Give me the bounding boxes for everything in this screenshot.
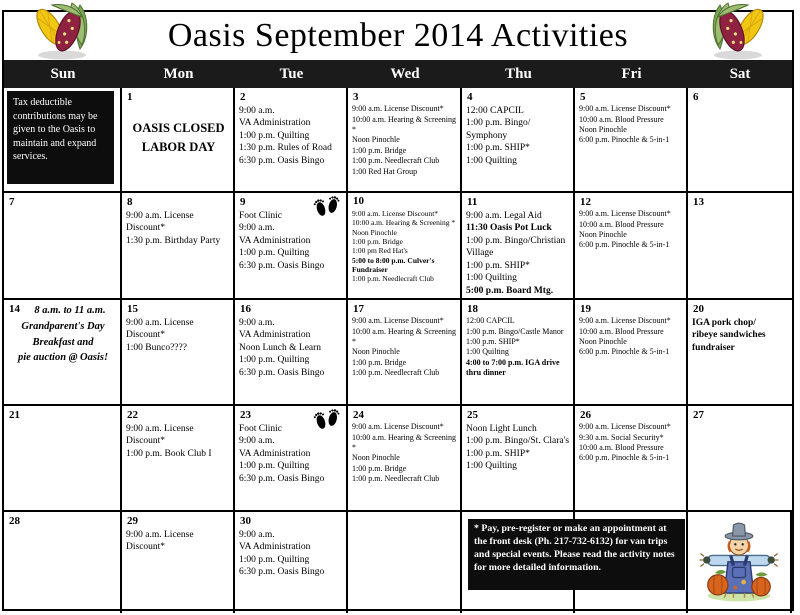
weekday-header-row	[4, 60, 792, 88]
calendar-cell-sep-4[interactable]	[462, 88, 575, 193]
event-line: 1:00 Quilting	[466, 461, 517, 472]
calendar-cell-sep-14[interactable]	[4, 300, 122, 406]
event-line: 1:00 p.m. Quilting	[239, 355, 310, 366]
event-line: 9:00 a.m. License Discount*	[579, 104, 671, 114]
event-line: 1:30 p.m. Rules of Road	[239, 143, 332, 154]
event-line: 10:00 a.m. Blood Pressure	[579, 443, 664, 453]
weekday-header-thu: Thu	[505, 65, 532, 82]
event-line: 1:00 p.m. Needlecraft Club	[352, 474, 440, 484]
weekday-header-fri: Fri	[621, 65, 642, 82]
event-line: 1:00 p.m. Bridge	[352, 463, 407, 473]
day-number: 25	[467, 409, 478, 421]
day-number: 14	[9, 303, 20, 315]
event-line: 1:00 p.m. Needlecraft Club	[352, 274, 434, 284]
calendar-cell-sep-9[interactable]	[235, 193, 348, 300]
event-line: 6:00 p.m. Pinochle & 5-in-1	[579, 347, 670, 357]
calendar-cell-sep-20[interactable]	[688, 300, 792, 406]
day-number: 30	[240, 515, 251, 527]
event-line: 1:00 p.m. Bingo/St. Clara's	[466, 436, 570, 447]
event-line: 1:00 p.m. Bridge	[352, 357, 407, 367]
event-line: VA Administration	[239, 118, 311, 129]
event-line: Grandparent's Day	[21, 320, 105, 332]
day-number: 11	[467, 196, 478, 208]
calendar-cell-sep-11[interactable]	[462, 193, 575, 300]
tax-deductible-note: Tax deductible contributions may be given to the Oasis to maintain and expand services.	[7, 91, 114, 184]
calendar-cell-sep-19[interactable]	[575, 300, 688, 406]
event-line: 9:00 a.m.	[239, 436, 275, 447]
event-line: 10:00 a.m. Hearing & Screening *	[352, 326, 456, 347]
event-line: 1:00 Quilting	[466, 273, 517, 284]
event-line: 1:00 p.m. Quilting	[239, 461, 310, 472]
calendar-cell-sep-18[interactable]	[462, 300, 575, 406]
calendar-cell-sep-25[interactable]	[462, 406, 575, 512]
calendar-cell-sep-29[interactable]	[122, 512, 235, 613]
event-line: 1:00 p.m. SHIP*	[466, 260, 530, 271]
event-line: 9:00 a.m. License Discount*	[579, 316, 671, 326]
day-number: 16	[240, 303, 251, 315]
day-number: 12	[580, 196, 591, 208]
event-line: 1:00 p.m. Bingo/ Symphony	[466, 118, 531, 141]
event-line: Noon Pinochle	[352, 347, 400, 357]
event-line: Noon Pinochle	[579, 230, 627, 240]
calendar-cell-sep-15[interactable]	[122, 300, 235, 406]
day-number: 10	[353, 195, 364, 207]
day-number: 8	[127, 196, 133, 208]
calendar-cell-sep-22[interactable]	[122, 406, 235, 512]
event-line: 1:00 p.m. SHIP*	[466, 448, 530, 459]
calendar-cell-sep-1[interactable]	[122, 88, 235, 193]
calendar-cell-sep-7[interactable]	[4, 193, 122, 300]
calendar-cell-w5-c7[interactable]	[688, 512, 792, 613]
event-line: 1:00 p.m. Needlecraft Club	[352, 156, 440, 166]
event-line: 1:00 p.m. Bingo/Christian Village	[466, 235, 566, 259]
event-line: Noon Pinochle	[352, 453, 400, 463]
calendar-week-5	[4, 512, 792, 613]
event-line: Noon Light Lunch	[466, 423, 537, 434]
event-line: 1:00 p.m. Bridge	[352, 236, 403, 246]
event-line: OASIS CLOSED	[132, 120, 225, 135]
calendar-week-2	[4, 193, 792, 300]
event-line: Noon Pinochle	[352, 135, 400, 145]
event-line: 9:00 a.m.	[239, 105, 275, 116]
calendar-cell-sep-12[interactable]	[575, 193, 688, 300]
day-number: 17	[353, 303, 364, 315]
weekday-header-wed: Wed	[390, 65, 420, 82]
event-line: Foot Clinic	[239, 210, 283, 221]
event-line: Noon Lunch & Learn	[239, 342, 322, 353]
event-line: 5:00 p.m. Board Mtg.	[466, 285, 554, 296]
event-line: VA Administration	[239, 235, 311, 246]
day-number: 21	[9, 409, 20, 421]
pre-register-footer-note: * Pay, pre-register or make an appointment at the front desk (Ph. 217-732-6132) for van trips and special events. Please read the activity notes for more detailed information.	[468, 519, 685, 590]
event-line: 9:00 a.m. License Discount*	[126, 317, 194, 341]
calendar-cell-sep-3[interactable]	[348, 88, 462, 193]
event-line: 9:00 a.m. License Discount*	[352, 422, 444, 432]
day-number: 18	[467, 303, 478, 315]
calendar-cell-w1-c1[interactable]	[4, 88, 122, 193]
event-line: 1:00 pm Red Hat's	[352, 246, 408, 256]
event-line: 8 a.m. to 11 a.m.	[34, 305, 106, 316]
event-line: 1:00 p.m. Quilting	[239, 248, 310, 259]
event-line: 1:00 p.m. Needlecraft Club	[352, 368, 440, 378]
title-band	[4, 12, 792, 60]
calendar-cell-sep-16[interactable]	[235, 300, 348, 406]
event-line: VA Administration	[239, 542, 311, 553]
footprints-icon	[312, 196, 342, 223]
event-line: 1:00 p.m. SHIP*	[466, 337, 520, 347]
event-line: 1:00 Quilting	[466, 347, 509, 357]
calendar-week-3	[4, 300, 792, 406]
event-line: 10:00 a.m. Blood Pressure	[579, 326, 664, 336]
event-line: 1:00 Quilting	[466, 155, 517, 166]
day-number: 7	[9, 196, 15, 208]
event-line: 1:00 Red Hat Group	[352, 166, 418, 176]
day-number: 28	[9, 515, 20, 527]
day-number: 3	[353, 91, 359, 103]
footprints-icon	[312, 409, 342, 436]
calendar-cell-w5-c4[interactable]	[348, 512, 462, 613]
event-line: VA Administration	[239, 448, 311, 459]
event-line: VA Administration	[239, 330, 311, 341]
day-number: 20	[693, 303, 704, 315]
day-number: 23	[240, 409, 251, 421]
event-line: 6:30 p.m. Oasis Bingo	[239, 260, 325, 271]
event-line: 9:00 a.m. License Discount*	[352, 316, 444, 326]
event-line: 6:30 p.m. Oasis Bingo	[239, 155, 325, 166]
calendar-cell-sep-27[interactable]	[688, 406, 792, 512]
day-number: 24	[353, 409, 364, 421]
weekday-header-mon: Mon	[163, 65, 194, 82]
day-number: 4	[467, 91, 473, 103]
event-line: 11:30 Oasis Pot Luck	[466, 223, 552, 234]
calendar-cell-sep-8[interactable]	[122, 193, 235, 300]
weekday-header-sat: Sat	[729, 65, 751, 82]
calendar-cell-sep-13[interactable]	[688, 193, 792, 300]
event-line: 5:00 to 8:00 p.m. Culver's Fundraiser	[352, 255, 435, 274]
day-number: 22	[127, 409, 138, 421]
event-line: 4:00 to 7:00 p.m. IGA drive thru dinner	[466, 357, 560, 378]
calendar-week-1	[4, 88, 792, 193]
event-line: Noon Pinochle	[579, 125, 627, 135]
event-line: 9:00 a.m. License Discount*	[126, 529, 194, 553]
event-line: 6:00 p.m. Pinochle & 5-in-1	[579, 240, 670, 250]
calendar-cell-sep-2[interactable]	[235, 88, 348, 193]
day-number: 5	[580, 91, 586, 103]
event-line: 1:00 p.m. Quilting	[239, 130, 310, 141]
corn-icon	[702, 1, 778, 66]
weekday-header-tue: Tue	[279, 65, 304, 82]
event-line: Noon Pinochle	[579, 337, 627, 347]
event-line: Noon Pinochle	[352, 227, 397, 237]
day-number: 2	[240, 91, 246, 103]
calendar-cell-sep-26[interactable]	[575, 406, 688, 512]
event-line: 6:00 p.m. Pinochle & 5-in-1	[579, 453, 670, 463]
event-line: 1:00 p.m. Book Club I	[126, 448, 212, 459]
event-line: Foot Clinic	[239, 423, 283, 434]
event-line: 9:00 a.m. Legal Aid	[466, 210, 542, 221]
event-line: 10:00 a.m. Blood Pressure	[579, 114, 664, 124]
event-line: LABOR DAY	[141, 139, 216, 154]
calendar-cell-sep-23[interactable]	[235, 406, 348, 512]
day-number: 1	[127, 91, 133, 103]
calendar-cell-sep-30[interactable]	[235, 512, 348, 613]
day-number: 29	[127, 515, 138, 527]
calendar-cell-sep-21[interactable]	[4, 406, 122, 512]
calendar-cell-sep-5[interactable]	[575, 88, 688, 193]
event-line: 9:00 a.m.	[239, 529, 275, 540]
calendar-grid	[4, 88, 792, 613]
event-line: 10:00 a.m. Blood Pressure	[579, 219, 664, 229]
event-line: 12:00 CAPCIL	[466, 316, 515, 326]
scarecrow-image	[693, 514, 785, 611]
day-number: 9	[240, 196, 246, 208]
calendar-cell-sep-17[interactable]	[348, 300, 462, 406]
event-line: Breakfast and	[32, 336, 94, 348]
day-number: 15	[127, 303, 138, 315]
event-line: 9:00 a.m. License Discount*	[126, 210, 194, 234]
event-line: pie auction @ Oasis!	[17, 352, 109, 364]
event-line: 9:00 a.m. License Discount*	[352, 208, 439, 218]
event-line: 1:30 p.m. Birthday Party	[126, 235, 221, 246]
calendar-cell-sep-28[interactable]	[4, 512, 122, 613]
event-line: fundraiser	[692, 342, 735, 353]
event-line: 12:00 CAPCIL	[466, 105, 524, 116]
event-line: IGA pork chop/	[692, 317, 756, 328]
calendar-frame	[2, 10, 794, 611]
event-line: ribeye sandwiches	[692, 330, 766, 341]
event-line: 9:00 a.m. License Discount*	[579, 422, 671, 432]
day-number: 6	[693, 91, 699, 103]
event-line: 9:30 a.m. Social Security*	[579, 432, 664, 442]
day-number: 19	[580, 303, 591, 315]
calendar-cell-sep-10[interactable]	[348, 193, 462, 300]
event-line: 1:00 Bunco????	[126, 342, 187, 353]
page-title: Oasis September 2014 Activities	[167, 17, 629, 54]
event-line: 6:30 p.m. Oasis Bingo	[239, 567, 325, 578]
event-line: 9:00 a.m. License Discount*	[352, 104, 444, 114]
calendar-week-4	[4, 406, 792, 512]
event-line: 10:00 a.m. Hearing & Screening *	[352, 218, 456, 228]
calendar-cell-sep-24[interactable]	[348, 406, 462, 512]
corn-icon	[22, 1, 98, 66]
event-line: 9:00 a.m. License Discount*	[579, 209, 671, 219]
event-line: 9:00 a.m.	[239, 317, 275, 328]
event-line: 1:00 p.m. SHIP*	[466, 143, 530, 154]
event-line: 9:00 a.m.	[239, 223, 275, 234]
event-line: 10:00 a.m. Hearing & Screening *	[352, 114, 456, 135]
event-line: 10:00 a.m. Hearing & Screening *	[352, 432, 456, 453]
day-number: 13	[693, 196, 704, 208]
calendar-cell-sep-6[interactable]	[688, 88, 792, 193]
weekday-header-sun: Sun	[50, 65, 76, 82]
event-line: 6:30 p.m. Oasis Bingo	[239, 473, 325, 484]
day-number: 27	[693, 409, 704, 421]
event-line: 1:00 p.m. Quilting	[239, 554, 310, 565]
event-line: 1:00 p.m. Bridge	[352, 145, 407, 155]
event-line: 6:00 p.m. Pinochle & 5-in-1	[579, 135, 670, 145]
event-line: 6:30 p.m. Oasis Bingo	[239, 367, 325, 378]
event-line: 9:00 a.m. License Discount*	[126, 423, 194, 447]
day-number: 26	[580, 409, 591, 421]
event-line: 1:00 p.m. Bingo/Castle Manor	[466, 326, 564, 336]
